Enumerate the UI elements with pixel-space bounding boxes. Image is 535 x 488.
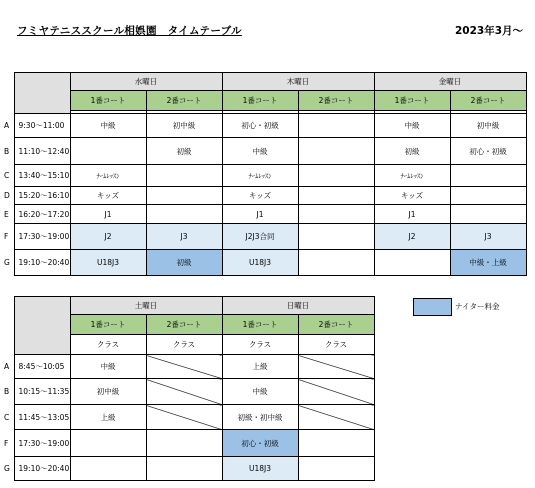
- class-label: クラス: [146, 335, 222, 355]
- table-row: [0, 205, 526, 224]
- class-cell: [298, 430, 374, 457]
- weekend-timetable: [0, 296, 375, 481]
- class-cell: [70, 430, 146, 457]
- row-letter: B: [4, 146, 10, 156]
- time-cell: 17:30～19:00: [14, 430, 70, 457]
- class-cell: [298, 187, 374, 205]
- court1-header: 1番コート: [222, 91, 298, 111]
- night-fee-swatch: [413, 298, 452, 316]
- class-cell: J3: [450, 224, 526, 250]
- class-cell: J1: [374, 205, 450, 224]
- effective-date: 2023年3月～: [455, 25, 524, 37]
- row-letter: B: [4, 387, 10, 396]
- class-cell: J2J3合同: [222, 224, 298, 250]
- class-cell: [450, 187, 526, 205]
- time-cell: 19:10～20:40: [14, 250, 70, 276]
- class-cell: J3: [146, 224, 222, 250]
- row-letter: C: [4, 412, 10, 422]
- time-header-cell: [14, 73, 70, 114]
- class-cell: [298, 165, 374, 187]
- class-cell: U18J3: [222, 250, 298, 276]
- class-cell: [298, 224, 374, 250]
- court2-header: 2番コート: [298, 315, 374, 335]
- class-cell: 上級: [70, 405, 146, 430]
- day-header-sat: 土曜日: [70, 297, 222, 315]
- class-cell: 中級: [70, 114, 146, 138]
- class-cell: 初心・初級: [222, 430, 298, 457]
- row-letter: G: [4, 258, 10, 267]
- time-cell: 10:15～11:35: [14, 379, 70, 405]
- court2-header: 2番コート: [146, 315, 222, 335]
- table-row: [0, 379, 374, 405]
- class-cell: [298, 114, 374, 138]
- class-cell: ﾁｰﾑﾚｯｽﾝ: [374, 165, 450, 187]
- time-cell: 8:45～10:05: [14, 355, 70, 379]
- class-cell: J2: [374, 224, 450, 250]
- class-cell: キッズ: [70, 187, 146, 205]
- table-row: [0, 165, 526, 187]
- class-cell: 中級: [222, 138, 298, 165]
- court2-header: 2番コート: [450, 91, 526, 111]
- class-cell: 初心・初級: [450, 138, 526, 165]
- class-cell: 初級: [146, 250, 222, 276]
- class-cell: [146, 165, 222, 187]
- class-cell: 初級: [146, 138, 222, 165]
- unavailable-cell: [146, 405, 222, 430]
- day-header-thu: 木曜日: [222, 73, 374, 91]
- class-cell: 初級・初中級: [222, 405, 298, 430]
- table-row: [0, 138, 526, 165]
- class-cell: [146, 430, 222, 457]
- table-row: [0, 250, 526, 276]
- court1-header: 1番コート: [70, 315, 146, 335]
- class-cell: 初心・初級: [222, 114, 298, 138]
- unavailable-cell: [298, 379, 374, 405]
- table-row: [0, 114, 526, 138]
- row-letter: E: [4, 209, 9, 219]
- time-cell: 16:20～17:20: [14, 205, 70, 224]
- table-row: [0, 355, 374, 379]
- class-label: クラス: [298, 335, 374, 355]
- time-cell: 13:40～15:10: [14, 165, 70, 187]
- class-cell: [298, 457, 374, 481]
- court2-header: 2番コート: [298, 91, 374, 111]
- class-cell: J1: [222, 205, 298, 224]
- class-cell: 初中級: [70, 379, 146, 405]
- unavailable-cell: [146, 379, 222, 405]
- class-cell: ﾁｰﾑﾚｯｽﾝ: [222, 165, 298, 187]
- court1-header: 1番コート: [374, 91, 450, 111]
- class-cell: [70, 138, 146, 165]
- class-cell: J2: [70, 224, 146, 250]
- row-letter: G: [4, 464, 10, 473]
- page-title: フミヤテニススクール相娯園 タイムテーブル: [17, 25, 242, 37]
- class-label: クラス: [222, 335, 298, 355]
- corner-spacer: [0, 73, 14, 111]
- time-header-cell: [14, 297, 70, 355]
- night-fee-label: ナイター料金: [455, 302, 500, 311]
- time-cell: 17:30～19:00: [14, 224, 70, 250]
- time-cell: 11:45～13:05: [14, 405, 70, 430]
- row-letter: F: [4, 232, 9, 241]
- time-cell: 9:30～11:00: [14, 114, 70, 138]
- table-row: [0, 187, 526, 205]
- table-row: [0, 430, 374, 457]
- class-cell: ﾁｰﾑﾚｯｽﾝ: [70, 165, 146, 187]
- corner-spacer: [0, 297, 14, 355]
- unavailable-cell: [146, 355, 222, 379]
- day-header-sun: 日曜日: [222, 297, 374, 315]
- row-letter: A: [4, 362, 10, 371]
- class-cell: 中級: [222, 379, 298, 405]
- class-cell: [450, 165, 526, 187]
- time-cell: 19:10～20:40: [14, 457, 70, 481]
- table-row: [0, 405, 374, 430]
- class-cell: [146, 187, 222, 205]
- court1-header: 1番コート: [70, 91, 146, 111]
- unavailable-cell: [298, 405, 374, 430]
- class-cell: J1: [70, 205, 146, 224]
- class-cell: [70, 457, 146, 481]
- court1-header: 1番コート: [222, 315, 298, 335]
- class-cell: [146, 205, 222, 224]
- class-cell: キッズ: [222, 187, 298, 205]
- class-cell: [450, 205, 526, 224]
- class-cell: [298, 138, 374, 165]
- row-letter: A: [4, 121, 10, 130]
- row-letter: F: [4, 438, 9, 448]
- time-cell: 15:20～16:10: [14, 187, 70, 205]
- class-cell: U18J3: [222, 457, 298, 481]
- day-header-wed: 水曜日: [70, 73, 222, 91]
- class-cell: 初中級: [450, 114, 526, 138]
- court2-header: 2番コート: [146, 91, 222, 111]
- time-cell: 11:10～12:40: [14, 138, 70, 165]
- class-cell: [298, 250, 374, 276]
- day-header-fri: 金曜日: [374, 73, 526, 91]
- class-cell: 初中級: [146, 114, 222, 138]
- table-row: [0, 457, 374, 481]
- class-label: クラス: [70, 335, 146, 355]
- class-cell: 中級: [70, 355, 146, 379]
- unavailable-cell: [298, 355, 374, 379]
- class-cell: 中級・上級: [450, 250, 526, 276]
- row-letter: C: [4, 171, 10, 180]
- class-cell: [146, 457, 222, 481]
- class-cell: 中級: [374, 114, 450, 138]
- class-cell: [298, 205, 374, 224]
- class-cell: U18J3: [70, 250, 146, 276]
- class-cell: 上級: [222, 355, 298, 379]
- row-letter: D: [4, 191, 10, 200]
- class-cell: キッズ: [374, 187, 450, 205]
- table-row: [0, 224, 526, 250]
- weekday-timetable: [0, 72, 527, 276]
- class-cell: 初級: [374, 138, 450, 165]
- class-cell: [374, 250, 450, 276]
